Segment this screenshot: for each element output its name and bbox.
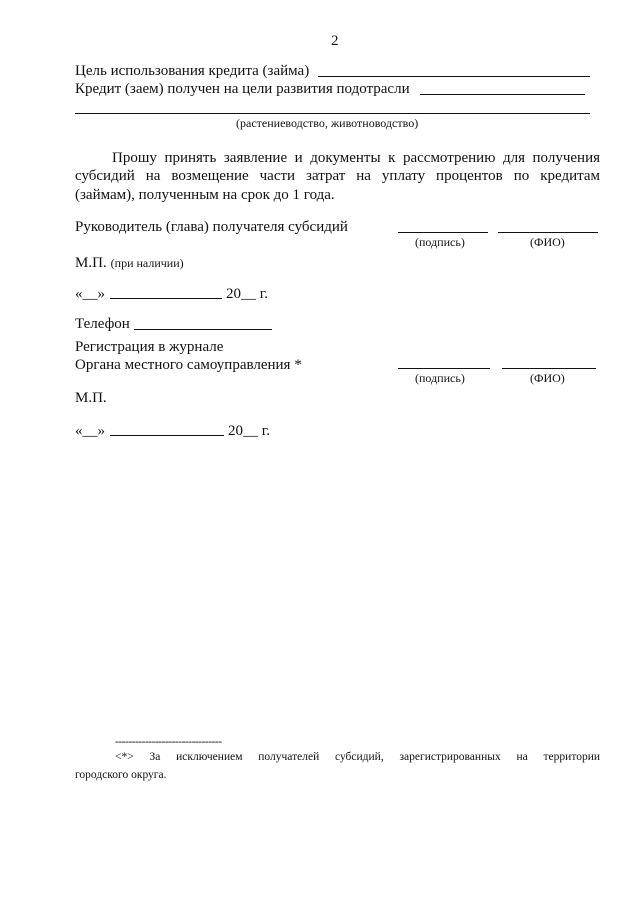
page-number: 2 xyxy=(331,33,339,49)
date-open-2: «__» xyxy=(75,423,105,439)
request-line-2: субсидий на возмещение части затрат на уплату процентов по кредитам xyxy=(75,168,600,184)
phone-field[interactable] xyxy=(134,329,272,330)
credit-purpose-label: Цель использования кредита (займа) xyxy=(75,63,310,79)
registration-signature-field[interactable] xyxy=(398,368,490,369)
date-open-1: «__» xyxy=(75,286,105,302)
registration-name-field[interactable] xyxy=(502,368,596,369)
mp-note: (при наличии) xyxy=(110,256,184,270)
footnote-separator: -------------------------------- xyxy=(115,736,222,748)
credit-subsector-label: Кредит (заем) получен на цели развития подотрасли xyxy=(75,81,410,97)
date-year-2: 20__ г. xyxy=(228,423,270,439)
footnote-line-1: <*> За исключением получателей субсидий, зарегистрированных на территории xyxy=(115,751,600,763)
credit-subsector-field[interactable] xyxy=(420,94,585,95)
registration-name-caption: (ФИО) xyxy=(530,371,565,385)
subsector-hint: (растениеводство, животноводство) xyxy=(236,116,419,130)
date-month-field-1[interactable] xyxy=(110,298,222,299)
date-month-field-2[interactable] xyxy=(110,435,224,436)
request-line-3: (займам), полученным на срок до 1 года. xyxy=(75,187,335,203)
registration-signature-caption: (подпись) xyxy=(415,371,465,385)
head-name-field[interactable] xyxy=(498,232,598,233)
registration-line-1: Регистрация в журнале xyxy=(75,339,224,355)
footnote-line-2: городского округа. xyxy=(75,769,167,781)
head-signature-caption: (подпись) xyxy=(415,235,465,249)
registration-line-2: Органа местного самоуправления * xyxy=(75,357,302,373)
stamp-label-1 xyxy=(75,254,184,272)
head-signature-field[interactable] xyxy=(398,232,488,233)
stamp-label-2: М.П. xyxy=(75,390,107,406)
credit-purpose-field[interactable] xyxy=(318,76,590,77)
head-label: Руководитель (глава) получателя субсидий xyxy=(75,219,348,235)
head-name-caption: (ФИО) xyxy=(530,235,565,249)
credit-subsector-field-continued[interactable] xyxy=(75,113,590,114)
mp-text: М.П. xyxy=(75,255,107,271)
phone-label: Телефон xyxy=(75,316,130,332)
date-year-1: 20__ г. xyxy=(226,286,268,302)
request-line-1: Прошу принять заявление и документы к рассмотрению для получения xyxy=(112,150,600,166)
